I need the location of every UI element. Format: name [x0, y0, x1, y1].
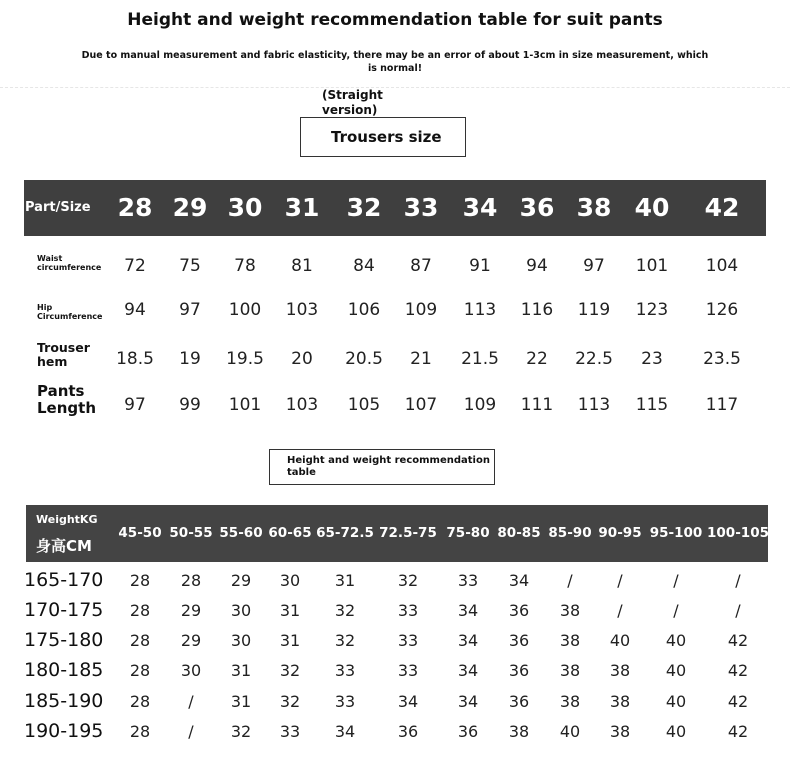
height-row-label: 185-190 [24, 690, 104, 712]
height-corner-label: 身高CM [36, 537, 92, 555]
weight-table-cell: 31 [279, 601, 301, 620]
weight-table-row [0, 599, 790, 629]
size-table-cell: 123 [635, 300, 669, 320]
weight-table-cell: 36 [508, 692, 530, 711]
size-table-cell: 72 [124, 256, 146, 276]
weight-table-cell: 29 [180, 631, 202, 650]
size-table-cell: 111 [520, 395, 554, 415]
size-header-cell: 30 [227, 193, 263, 222]
weight-table-cell: 28 [129, 631, 151, 650]
recommendation-box: Height and weight recommendation table [269, 449, 495, 485]
weight-table-row [0, 569, 790, 599]
weight-table-cell: / [188, 692, 194, 711]
weight-table-cell: 34 [397, 692, 419, 711]
weight-table-cell: 32 [334, 631, 356, 650]
size-table-cell: 22.5 [575, 349, 613, 369]
size-table-cell: 94 [124, 300, 146, 320]
size-header-cell: 29 [172, 193, 208, 222]
weight-table-cell: 32 [279, 692, 301, 711]
weight-table-cell: 30 [180, 661, 202, 680]
size-table-cell: 126 [705, 300, 739, 320]
size-table-cell: 109 [404, 300, 438, 320]
size-table-cell: 21 [410, 349, 432, 369]
weight-table-cell: 28 [129, 661, 151, 680]
size-table-cell: 75 [179, 256, 201, 276]
weight-table-cell: 42 [727, 661, 749, 680]
weight-table-cell: 40 [665, 631, 687, 650]
size-header-cell: 32 [346, 193, 382, 222]
weight-table-cell: 36 [508, 601, 530, 620]
size-header-cell: 42 [704, 193, 740, 222]
weight-table-cell: 29 [230, 571, 252, 590]
weight-table-cell: / [673, 571, 679, 590]
size-table-cell: 101 [228, 395, 262, 415]
weight-header-cell: 95-100 [649, 525, 703, 541]
weight-table-cell: 30 [230, 631, 252, 650]
weight-table-row [0, 690, 790, 720]
weight-table-cell: 33 [457, 571, 479, 590]
weight-table-cell: 34 [508, 571, 530, 590]
size-row-label: Hip Circumference [37, 303, 103, 322]
weight-table-cell: 32 [334, 601, 356, 620]
weight-table-cell: 42 [727, 722, 749, 741]
weight-table-cell: 38 [609, 692, 631, 711]
weight-table-cell: 33 [397, 601, 419, 620]
weight-table-row [0, 629, 790, 659]
size-table-cell: 81 [291, 256, 313, 276]
weight-table-cell: / [567, 571, 573, 590]
size-table-cell: 19 [179, 349, 201, 369]
weight-table-header [26, 505, 768, 562]
weight-table-cell: 28 [180, 571, 202, 590]
height-row-label: 165-170 [24, 569, 104, 591]
size-table-cell: 18.5 [116, 349, 154, 369]
weight-table-cell: 36 [397, 722, 419, 741]
size-header-cell: 28 [117, 193, 153, 222]
measurement-note: Due to manual measurement and fabric elasticity, there may be an error of about 1-3cm in size measurement, which is normal! [81, 50, 709, 74]
height-row-label: 180-185 [24, 659, 104, 681]
size-table-corner-label: Part/Size [25, 200, 91, 215]
weight-table-cell: 33 [279, 722, 301, 741]
size-table-cell: 119 [577, 300, 611, 320]
weight-table-cell: / [617, 601, 623, 620]
size-table-header [24, 180, 766, 236]
size-table-cell: 100 [228, 300, 262, 320]
size-row-label: Pants Length [37, 382, 96, 418]
weight-table-cell: / [735, 601, 741, 620]
size-table-cell: 109 [463, 395, 497, 415]
weight-header-cell: 80-85 [497, 525, 541, 541]
trousers-size-box: Trousers size [300, 117, 466, 157]
weight-table-cell: 38 [559, 631, 581, 650]
weight-table-cell: 28 [129, 722, 151, 741]
size-table-cell: 113 [577, 395, 611, 415]
size-table-cell: 91 [469, 256, 491, 276]
size-table-cell: 23.5 [703, 349, 741, 369]
weight-header-cell: 55-60 [219, 525, 263, 541]
weight-header-cell: 100-105 [707, 525, 769, 541]
weight-table-cell: 36 [508, 631, 530, 650]
size-table-cell: 84 [353, 256, 375, 276]
size-table-cell: 20 [291, 349, 313, 369]
size-table-cell: 78 [234, 256, 256, 276]
weight-table-cell: 31 [230, 661, 252, 680]
size-table-cell: 20.5 [345, 349, 383, 369]
weight-table-cell: 38 [508, 722, 530, 741]
weight-table-cell: 38 [559, 692, 581, 711]
size-table-cell: 113 [463, 300, 497, 320]
weight-table-cell: / [673, 601, 679, 620]
weight-table-cell: 33 [397, 631, 419, 650]
weight-table-row [0, 720, 790, 750]
size-header-cell: 36 [519, 193, 555, 222]
size-row-label: Waist circumference [37, 254, 102, 273]
height-row-label: 190-195 [24, 720, 104, 742]
weight-table-cell: 42 [727, 692, 749, 711]
weight-table-cell: 42 [727, 631, 749, 650]
weight-table-cell: 34 [334, 722, 356, 741]
weight-table-cell: 33 [334, 661, 356, 680]
size-table-cell: 105 [347, 395, 381, 415]
weight-table-cell: 31 [334, 571, 356, 590]
weight-table-cell: 36 [457, 722, 479, 741]
size-table-cell: 97 [583, 256, 605, 276]
weight-table-cell: 40 [665, 661, 687, 680]
size-table-cell: 19.5 [226, 349, 264, 369]
weight-table-cell: 28 [129, 571, 151, 590]
size-table-cell: 115 [635, 395, 669, 415]
weight-table-cell: 32 [279, 661, 301, 680]
page-title: Height and weight recommendation table for suit pants [127, 10, 663, 30]
weight-table-cell: 38 [559, 661, 581, 680]
size-table-cell: 99 [179, 395, 201, 415]
size-table-cell: 23 [641, 349, 663, 369]
weight-table-cell: 30 [230, 601, 252, 620]
size-table-cell: 97 [179, 300, 201, 320]
weight-header-cell: 45-50 [118, 525, 162, 541]
size-table-cell: 117 [705, 395, 739, 415]
weight-header-cell: 75-80 [446, 525, 490, 541]
weight-table-cell: / [617, 571, 623, 590]
weight-table-cell: 38 [609, 722, 631, 741]
weight-corner-label: WeightKG [36, 513, 98, 526]
size-row-label: Trouser hem [37, 340, 90, 370]
weight-table-cell: 40 [665, 722, 687, 741]
weight-table-cell: 30 [279, 571, 301, 590]
weight-table-cell: 32 [397, 571, 419, 590]
weight-header-cell: 85-90 [548, 525, 592, 541]
weight-table-cell: 33 [334, 692, 356, 711]
weight-table-cell: 33 [397, 661, 419, 680]
size-table-cell: 87 [410, 256, 432, 276]
size-table-cell: 21.5 [461, 349, 499, 369]
weight-table-cell: 28 [129, 601, 151, 620]
size-header-cell: 40 [634, 193, 670, 222]
weight-table-cell: 28 [129, 692, 151, 711]
weight-table-cell: 34 [457, 661, 479, 680]
weight-table-cell: 34 [457, 601, 479, 620]
height-row-label: 175-180 [24, 629, 104, 651]
weight-header-cell: 90-95 [598, 525, 642, 541]
size-table-cell: 116 [520, 300, 554, 320]
size-header-cell: 34 [462, 193, 498, 222]
size-table-cell: 101 [635, 256, 669, 276]
weight-table-cell: 40 [609, 631, 631, 650]
weight-table-cell: 40 [559, 722, 581, 741]
size-table-cell: 104 [705, 256, 739, 276]
size-table-cell: 107 [404, 395, 438, 415]
weight-header-cell: 65-72.5 [316, 525, 374, 541]
weight-table-cell: 34 [457, 631, 479, 650]
size-table-cell: 22 [526, 349, 548, 369]
weight-table-cell: 31 [230, 692, 252, 711]
size-table-cell: 106 [347, 300, 381, 320]
weight-table-row [0, 659, 790, 689]
size-header-cell: 31 [284, 193, 320, 222]
weight-table-cell: 36 [508, 661, 530, 680]
height-row-label: 170-175 [24, 599, 104, 621]
version-label: (Straight version) [322, 88, 383, 117]
weight-table-cell: 32 [230, 722, 252, 741]
weight-table-cell: 29 [180, 601, 202, 620]
weight-table-cell: 40 [665, 692, 687, 711]
size-header-cell: 38 [576, 193, 612, 222]
size-table-cell: 103 [285, 395, 319, 415]
weight-header-cell: 60-65 [268, 525, 312, 541]
weight-header-cell: 50-55 [169, 525, 213, 541]
weight-table-cell: 38 [559, 601, 581, 620]
weight-table-cell: 34 [457, 692, 479, 711]
weight-table-cell: 38 [609, 661, 631, 680]
size-table-cell: 94 [526, 256, 548, 276]
size-header-cell: 33 [403, 193, 439, 222]
weight-header-cell: 72.5-75 [379, 525, 437, 541]
size-table-cell: 103 [285, 300, 319, 320]
weight-table-cell: 31 [279, 631, 301, 650]
size-table-cell: 97 [124, 395, 146, 415]
weight-table-cell: / [735, 571, 741, 590]
weight-table-cell: / [188, 722, 194, 741]
